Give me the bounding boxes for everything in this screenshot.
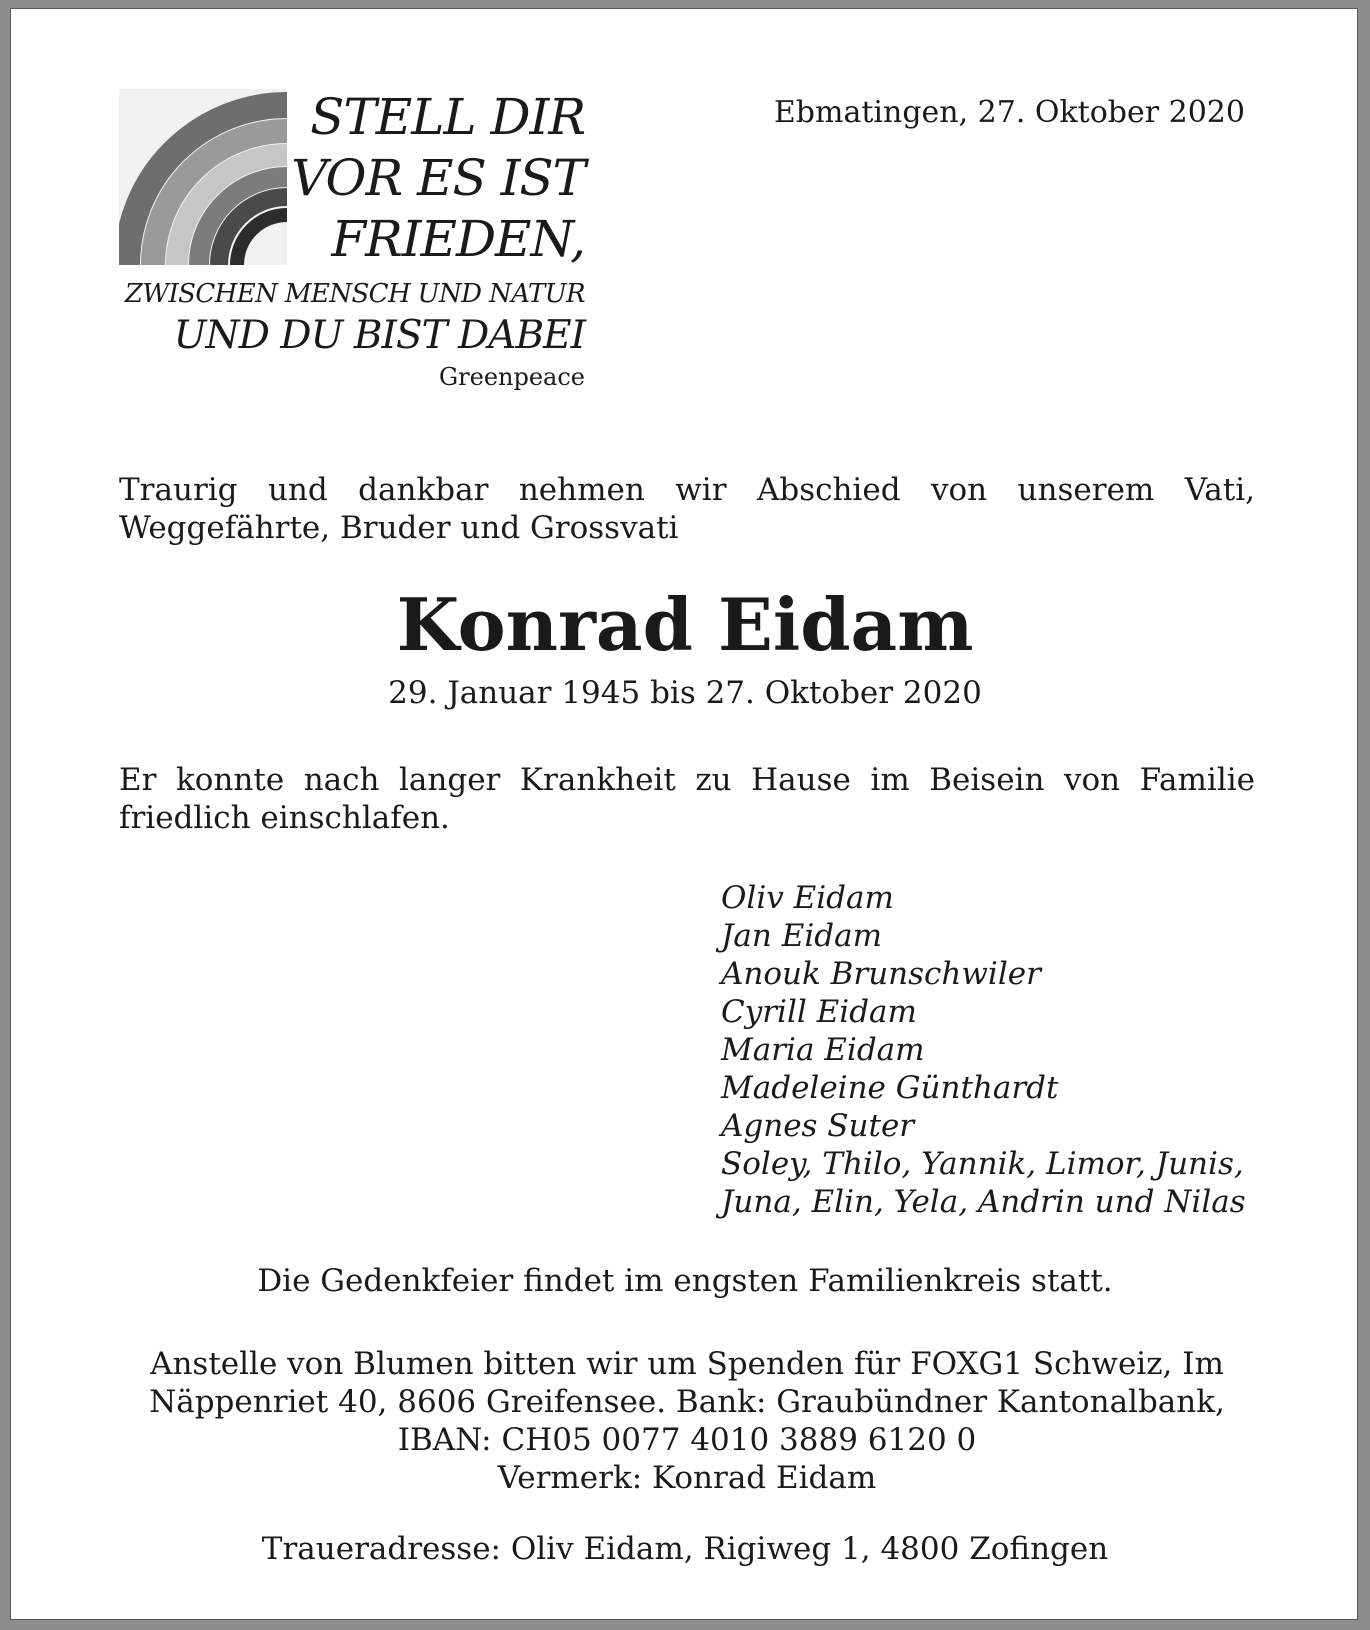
mourner-item: Cyrill Eidam xyxy=(721,994,917,1030)
mourner-item: Anouk Brunschwiler xyxy=(721,956,1041,992)
mourner-item: Maria Eidam xyxy=(721,1032,925,1068)
motto-line-3: FRIEDEN, xyxy=(331,210,585,268)
dateline: Ebmatingen, 27. Oktober 2020 xyxy=(773,95,1245,130)
life-dates: 29. Januar 1945 bis 27. Oktober 2020 xyxy=(388,675,982,711)
mourner-item: Jan Eidam xyxy=(721,918,882,954)
donation-line-1: Anstelle von Blumen bitten wir um Spenden für FOXG1 Schweiz, Im xyxy=(150,1346,1224,1382)
donation-line-2: Näppenriet 40, 8606 Greifensee. Bank: Graubündner Kantonalbank, xyxy=(149,1384,1225,1420)
passing-text: Er konnte nach langer Krankheit zu Hause im Beisein von Familie friedlich einschlafen. xyxy=(119,762,1255,836)
intro-text: Traurig und dankbar nehmen wir Abschied von unserem Vati, Weggefährte, Bruder und Grossvati xyxy=(119,472,1255,546)
motto-line-2: VOR ES IST xyxy=(291,149,585,207)
deceased-name: Konrad Eidam xyxy=(396,582,974,667)
mourner-item: Oliv Eidam xyxy=(721,880,894,916)
donation-line-3: IBAN: CH05 0077 4010 3889 6120 0 xyxy=(397,1422,977,1458)
donation-line-4: Vermerk: Konrad Eidam xyxy=(497,1460,877,1496)
mourner-item: Madeleine Günthardt xyxy=(721,1070,1059,1106)
donation-note xyxy=(119,1345,1255,1497)
mourning-address: Traueradresse: Oliv Eidam, Rigiweg 1, 4800 Zofingen xyxy=(261,1531,1109,1567)
mourner-item: Soley, Thilo, Yannik, Limor, Junis, xyxy=(721,1146,1244,1182)
ceremony-note: Die Gedenkfeier findet im engsten Familienkreis statt. xyxy=(257,1263,1113,1299)
mourner-item: Juna, Elin, Yela, Andrin und Nilas xyxy=(721,1184,1246,1220)
motto-line-4: ZWISCHEN MENSCH UND NATUR xyxy=(124,279,585,309)
motto-line-1: STELL DIR xyxy=(310,88,585,146)
motto-source: Greenpeace xyxy=(438,363,585,391)
obituary-page xyxy=(10,8,1358,1620)
mourners-list xyxy=(721,879,1246,1221)
mourner-item: Agnes Suter xyxy=(721,1108,915,1144)
greenpeace-motto xyxy=(121,87,585,394)
motto-line-5: UND DU BIST DABEI xyxy=(173,313,585,358)
